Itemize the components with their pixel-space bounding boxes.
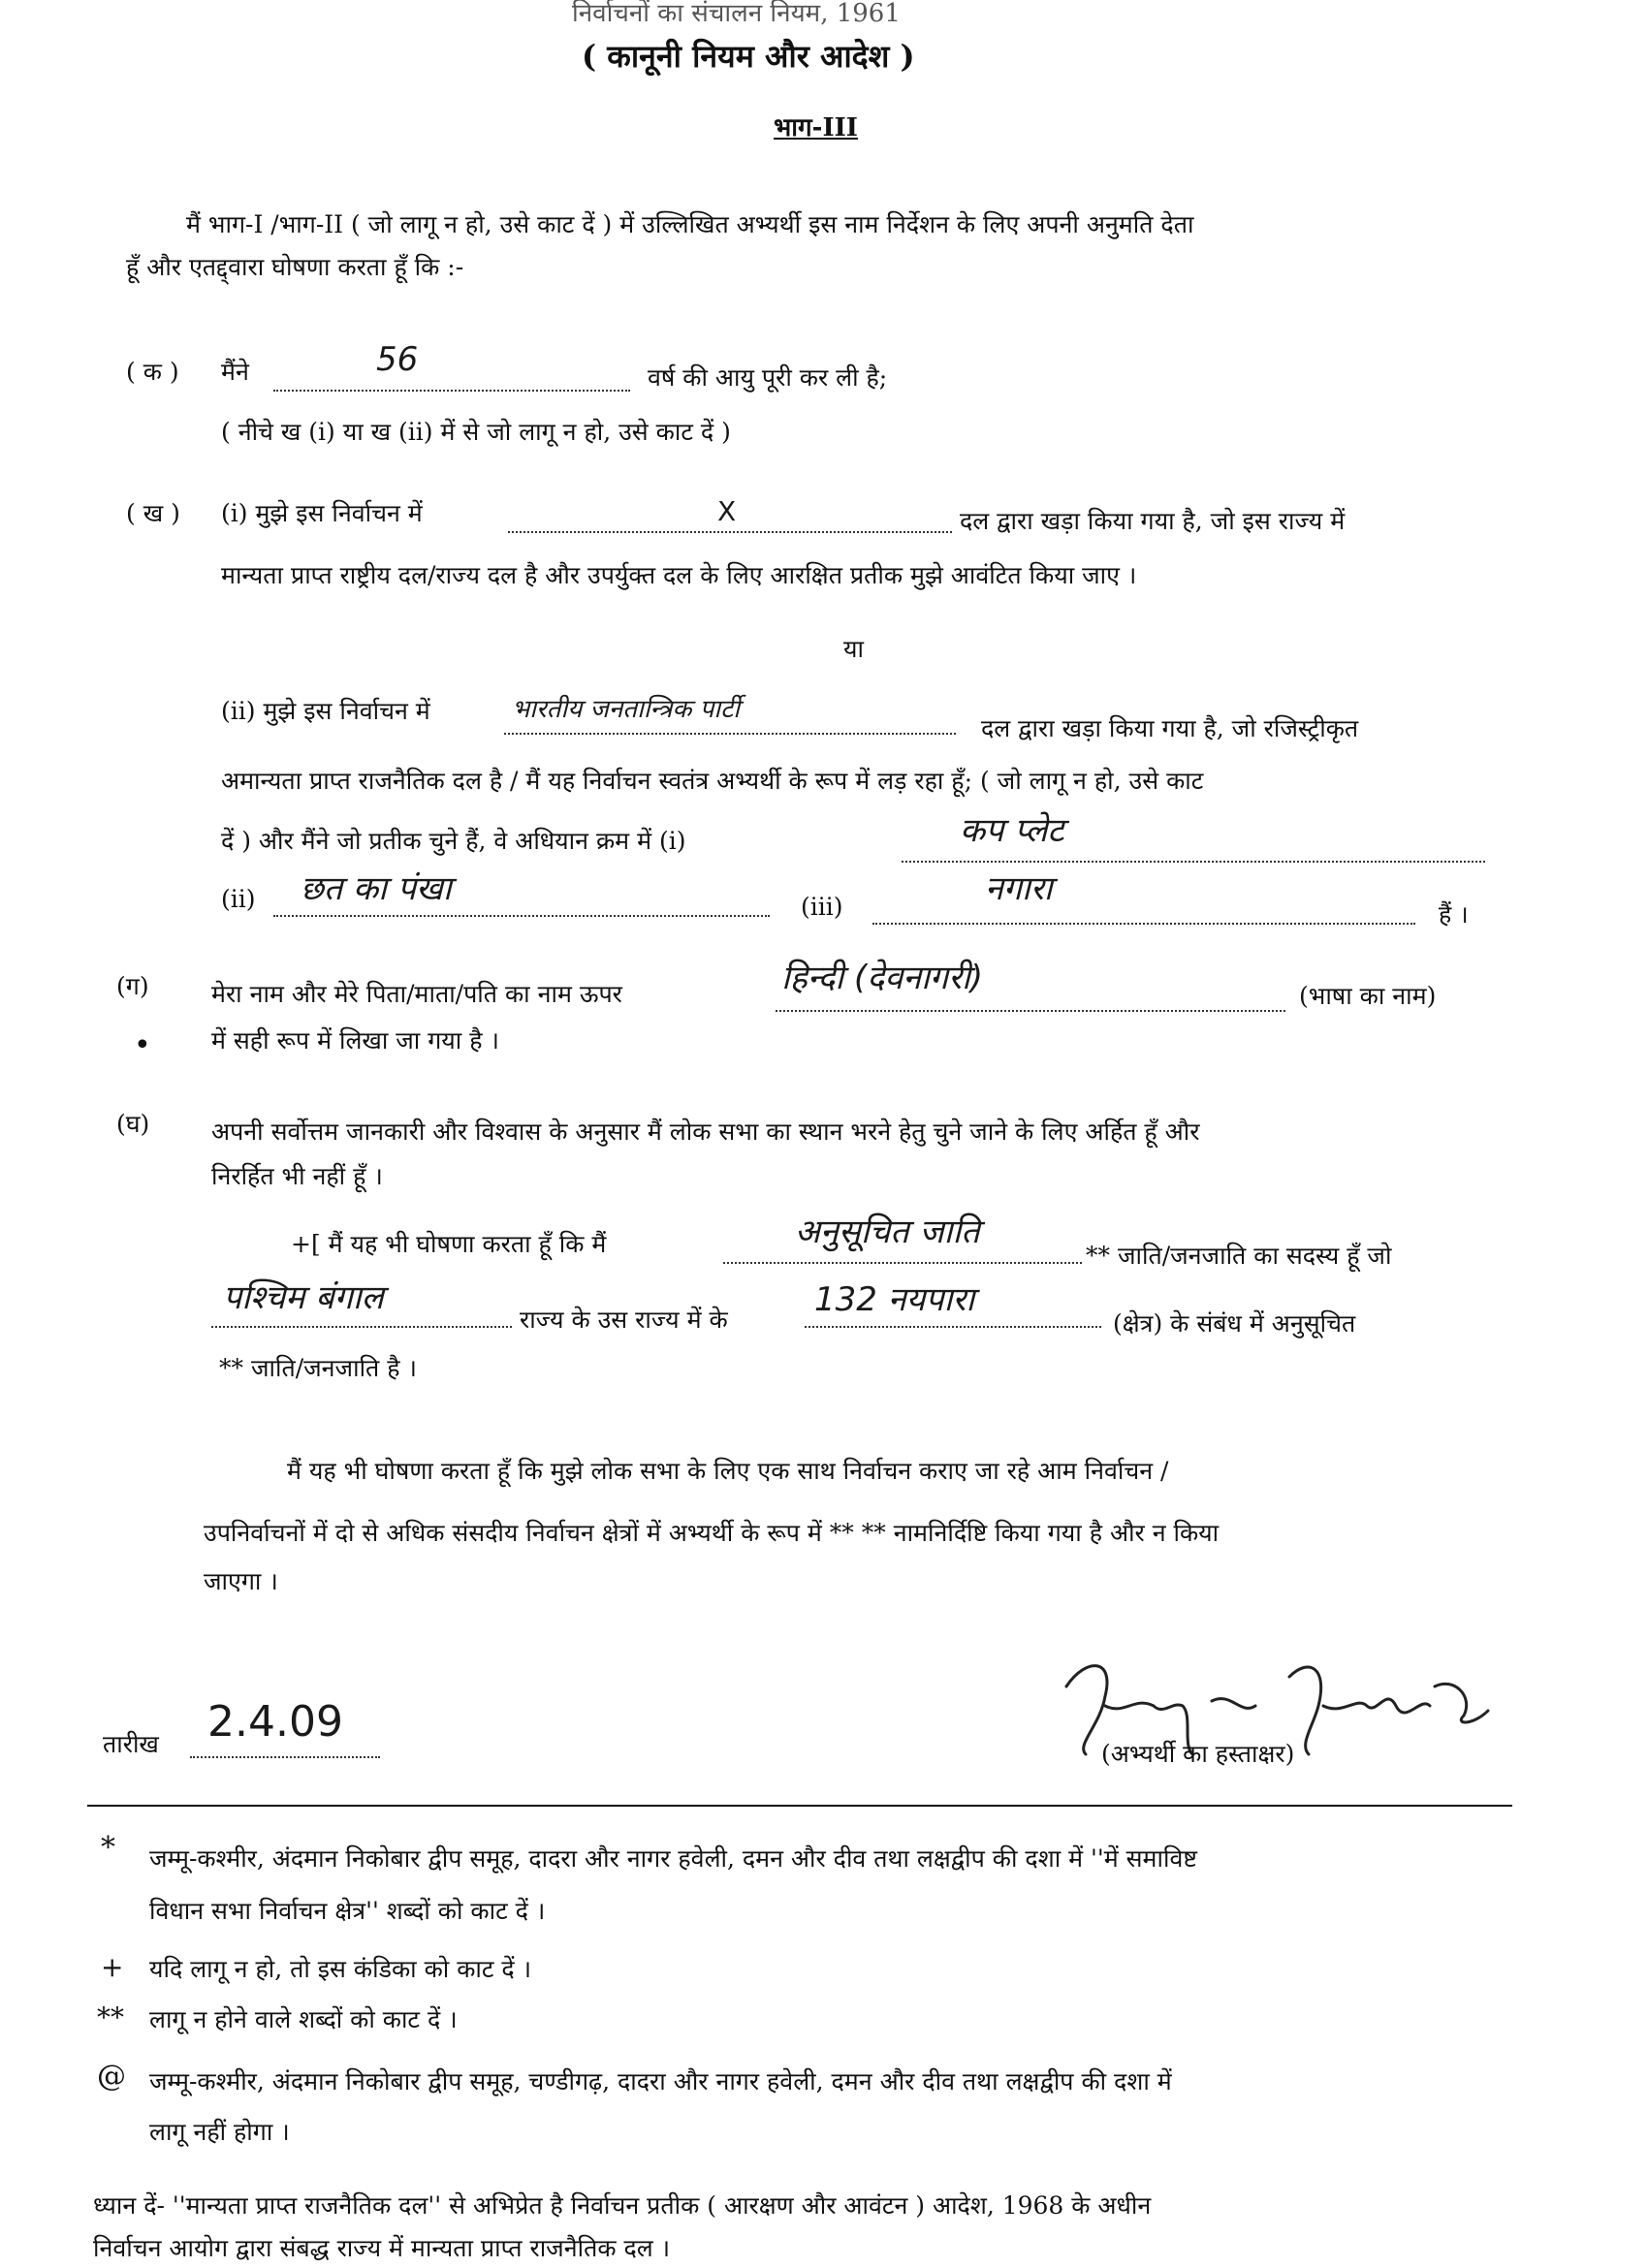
footnote-4-mark: @ [97, 2060, 126, 2094]
symbol-2-label: (ii) [221, 885, 256, 913]
bullet-dot: • [134, 1028, 151, 1062]
footnote-1-line1: जम्मू-कश्मीर, अंदमान निकोबार द्वीप समूह, दादरा और नागर हवेली, दमन और दीव तथा लक्षद्वीप की दशा में ''में समाविष्ट [149, 1844, 1197, 1873]
intro-line-2: हूँ और एतद्द्वारा घोषणा करता हूँ कि :- [126, 253, 464, 281]
language-field-value: हिन्दी (देवनागरी) [781, 959, 984, 997]
clause-ga-line2: में सही रूप में लिखा जा गया है । [211, 1026, 499, 1055]
clause-ga-post: (भाषा का नाम) [1299, 982, 1437, 1010]
clause-kha-i-post: दल द्वारा खड़ा किया गया है, जो इस राज्य में [960, 507, 1346, 535]
date-field-value: 2.4.09 [207, 1697, 343, 1747]
clause-gha-label: (घ) [116, 1110, 150, 1138]
caste-field-value: अनुसूचित जाति [795, 1213, 980, 1251]
footnote-1-line2: विधान सभा निर्वाचन क्षेत्र'' शब्दों को काट दें । [149, 1897, 546, 1925]
intro-line-1: मैं भाग-I /भाग-II ( जो लागू न हो, उसे काट दें ) में उल्लिखित अभ्यर्थी इस नाम निर्देशन के लिए अपनी अनुमति देता [186, 210, 1194, 238]
caste-declaration-mid: राज्य के उस राज्य में के [520, 1306, 728, 1334]
state-field-line [211, 1326, 512, 1328]
signature-label: (अभ्यर्थी का हस्ताक्षर) [1101, 1740, 1295, 1768]
clause-ka-pre: मैंने [221, 358, 249, 386]
footnote-4-line2: लागू नहीं होगा । [149, 2118, 290, 2146]
footnote-2-mark: + [101, 1951, 124, 1983]
party-ii-field-value: भारतीय जनतान्त्रिक पार्टी [512, 695, 740, 724]
symbol-3-label: (iii) [801, 893, 843, 921]
clause-kha-ii-pre: (ii) मुझे इस निर्वाचन में [221, 697, 430, 725]
clause-kha-ii-post: दल द्वारा खड़ा किया गया है, जो रजिस्ट्रीकृत [981, 714, 1359, 742]
caste-field-line [723, 1262, 1082, 1264]
symbol-2-field-line [273, 915, 770, 917]
clause-kha-label: ( ख ) [126, 499, 180, 527]
age-field-value: 56 [376, 340, 419, 379]
footnote-3-line1: लागू न होने वाले शब्दों को काट दें । [149, 2005, 458, 2033]
declaration-line-3: जाएगा । [204, 1567, 278, 1595]
party-ii-field-line [504, 733, 956, 735]
party-i-field-line [508, 531, 952, 533]
footnote-2-line1: यदि लागू न हो, तो इस कंडिका को काट दें । [149, 1955, 532, 1983]
symbol-1-field-value: कप प्लेट [960, 811, 1064, 850]
footnote-separator [87, 1805, 1512, 1807]
clause-kha-i-pre: (i) मुझे इस निर्वाचन में [221, 499, 423, 527]
symbol-3-field-line [872, 923, 1415, 925]
clause-ka-note: ( नीचे ख (i) या ख (ii) में से जो लागू न हो, उसे काट दें ) [221, 418, 731, 446]
document-subtitle: ( कानूनी नियम और आदेश ) [582, 38, 915, 75]
note-line-1: ध्यान दें- ''मान्यता प्राप्त राजनैतिक दल'' से अभिप्रेत है निर्वाचन प्रतीक ( आरक्षण और आवंटन ) आदेश, 1968 के अधीन [93, 2191, 1152, 2220]
clause-gha-line1: अपनी सर्वोत्तम जानकारी और विश्वास के अनुसार मैं लोक सभा का स्थान भरने हेतु चुने जाने के लिए अर्हित हूँ और [211, 1118, 1200, 1146]
symbol-3-field-value: नगारा [985, 869, 1053, 908]
caste-declaration-end: (क्षेत्र) के संबंध में अनुसूचित [1113, 1309, 1356, 1338]
date-field-line [190, 1756, 380, 1758]
clause-ga-pre: मेरा नाम और मेरे पिता/माता/पति का नाम ऊपर [211, 980, 622, 1008]
clause-ga-label: (ग) [116, 972, 149, 1000]
area-field-line [805, 1326, 1101, 1328]
note-line-2: निर्वाचन आयोग द्वारा संबद्ध राज्य में मान्यता प्राप्त राजनैतिक दल । [93, 2234, 671, 2262]
footnote-1-mark: * [101, 1831, 115, 1865]
clause-kha-ii-line2: अमान्यता प्राप्त राजनैतिक दल है / मैं यह निर्वाचन स्वतंत्र अभ्यर्थी के रूप में लड़ रहा हूँ; ( जो लागू न हो, उसे काट [221, 767, 1204, 795]
area-field-value: 132 नयपारा [814, 1280, 975, 1319]
symbol-1-field-line [902, 861, 1485, 863]
or-separator: या [843, 635, 864, 663]
symbol-2-field-value: छत का पंखा [301, 869, 452, 908]
age-field-line [273, 390, 630, 392]
clause-ka-post: वर्ष की आयु पूरी कर ली है; [648, 363, 888, 392]
part-heading: भाग-III [774, 113, 858, 142]
date-label: तारीख [103, 1730, 159, 1758]
clause-gha-line2: निरर्हित भी नहीं हूँ । [211, 1162, 383, 1190]
clause-kha-ii-line3: दें ) और मैंने जो प्रतीक चुने हैं, वे अधियान क्रम में (i) [221, 827, 686, 855]
clause-kha-i-line2: मान्यता प्राप्त राष्ट्रीय दल/राज्य दल है और उपर्युक्त दल के लिए आरक्षित प्रतीक मुझे आवंटित किया जाए । [221, 561, 1137, 589]
footnote-3-mark: ** [97, 2001, 124, 2033]
document-top-title: निर्वाचनों का संचालन नियम, 1961 [572, 0, 901, 28]
language-field-line [776, 1010, 1285, 1012]
party-i-field-value: X [717, 495, 737, 527]
clause-ka-label: ( क ) [126, 358, 179, 386]
footnote-4-line1: जम्मू-कश्मीर, अंदमान निकोबार द्वीप समूह, चण्डीगढ़, दादरा और नागर हवेली, दमन और दीव तथा लक्षद्वीप की दशा में [149, 2067, 1172, 2095]
symbols-end: हैं । [1439, 900, 1469, 929]
caste-declaration-pre: +[ मैं यह भी घोषणा करता हूँ कि मैं [291, 1230, 607, 1258]
declaration-line-2: उपनिर्वाचनों में दो से अधिक संसदीय निर्वाचन क्षेत्रों में अभ्यर्थी के रूप में ** ** नामनिर्दिष्टि किया गया है और न किया [204, 1519, 1220, 1547]
declaration-line-1: मैं यह भी घोषणा करता हूँ कि मुझे लोक सभा के लिए एक साथ निर्वाचन कराए जा रहे आम निर्वाचन / [287, 1457, 1169, 1485]
caste-declaration-line3: ** जाति/जनजाति है । [219, 1354, 417, 1382]
state-field-value: पश्चिम बंगाल [223, 1278, 384, 1317]
caste-declaration-post: ** जाति/जनजाति का सदस्य हूँ जो [1086, 1242, 1392, 1270]
